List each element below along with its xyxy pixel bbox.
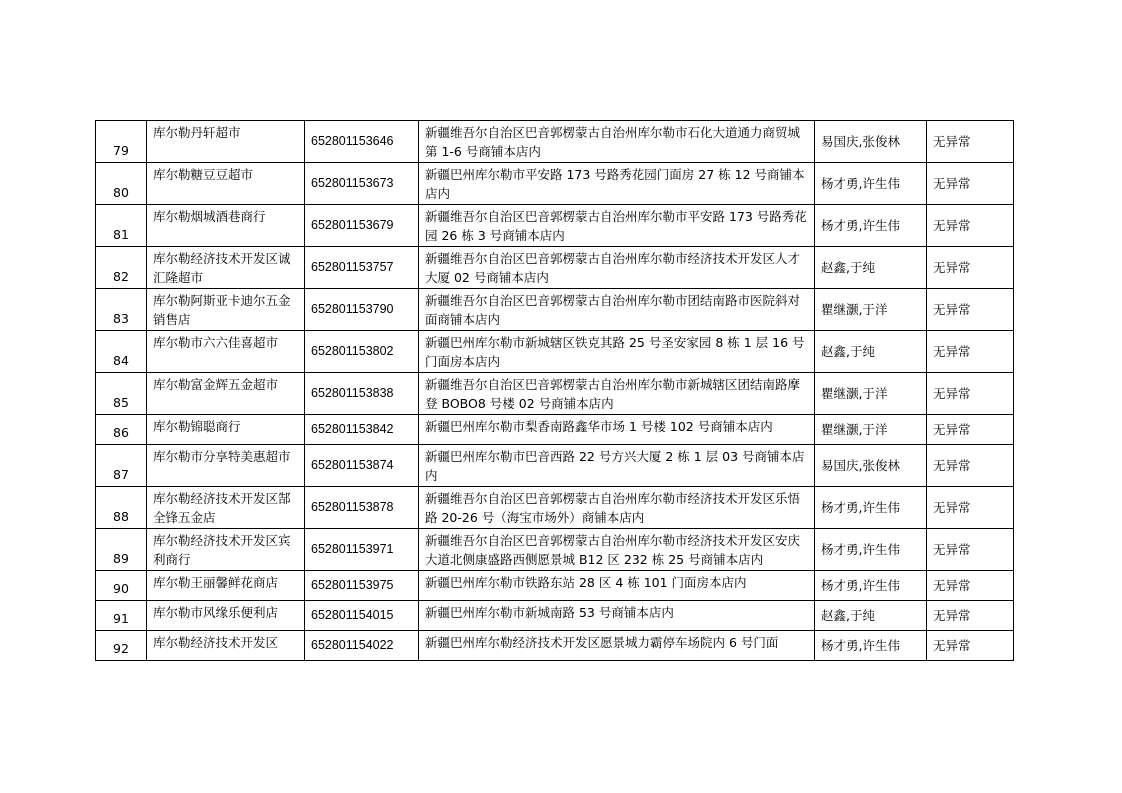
business-name: 库尔勒丹轩超市 xyxy=(147,121,305,163)
registration-code: 652801153878 xyxy=(305,487,419,529)
table-row xyxy=(96,289,1014,331)
table-row xyxy=(96,445,1014,487)
inspection-result: 无异常 xyxy=(927,601,1014,631)
business-name: 库尔勒市六六佳喜超市 xyxy=(147,331,305,373)
row-number: 80 xyxy=(96,163,147,205)
inspection-result: 无异常 xyxy=(927,529,1014,571)
business-address: 新疆维吾尔自治区巴音郭楞蒙古自治州库尔勒市石化大道通力商贸城第 1-6 号商铺本店内 xyxy=(419,121,815,163)
business-address: 新疆巴州库尔勒经济技术开发区愿景城力霸停车场院内 6 号门面 xyxy=(419,631,815,661)
registration-code: 652801153838 xyxy=(305,373,419,415)
registration-code: 652801154015 xyxy=(305,601,419,631)
business-address: 新疆巴州库尔勒市新城南路 53 号商铺本店内 xyxy=(419,601,815,631)
table-row xyxy=(96,571,1014,601)
registration-code: 652801153874 xyxy=(305,445,419,487)
inspection-result: 无异常 xyxy=(927,445,1014,487)
inspectors: 赵鑫,于纯 xyxy=(815,331,927,373)
inspection-result: 无异常 xyxy=(927,631,1014,661)
registration-code: 652801153646 xyxy=(305,121,419,163)
inspection-result: 无异常 xyxy=(927,331,1014,373)
business-address: 新疆巴州库尔勒市梨香南路鑫华市场 1 号楼 102 号商铺本店内 xyxy=(419,415,815,445)
registration-code: 652801154022 xyxy=(305,631,419,661)
inspectors: 杨才勇,许生伟 xyxy=(815,205,927,247)
row-number: 82 xyxy=(96,247,147,289)
business-name: 库尔勒市分享特美惠超市 xyxy=(147,445,305,487)
business-name: 库尔勒烟城酒巷商行 xyxy=(147,205,305,247)
inspectors: 赵鑫,于纯 xyxy=(815,247,927,289)
business-address: 新疆维吾尔自治区巴音郭楞蒙古自治州库尔勒市平安路 173 号路秀花园 26 栋 3 号商铺本店内 xyxy=(419,205,815,247)
registration-code: 652801153757 xyxy=(305,247,419,289)
business-address: 新疆巴州库尔勒市平安路 173 号路秀花园门面房 27 栋 12 号商铺本店内 xyxy=(419,163,815,205)
table-row xyxy=(96,631,1014,661)
registration-code: 652801153971 xyxy=(305,529,419,571)
row-number: 88 xyxy=(96,487,147,529)
inspection-result: 无异常 xyxy=(927,247,1014,289)
inspectors: 赵鑫,于纯 xyxy=(815,601,927,631)
row-number: 89 xyxy=(96,529,147,571)
inspectors: 易国庆,张俊林 xyxy=(815,121,927,163)
inspection-result: 无异常 xyxy=(927,163,1014,205)
registration-code: 652801153679 xyxy=(305,205,419,247)
table-row xyxy=(96,373,1014,415)
business-name: 库尔勒经济技术开发区宾利商行 xyxy=(147,529,305,571)
table-row xyxy=(96,415,1014,445)
business-name: 库尔勒富金辉五金超市 xyxy=(147,373,305,415)
row-number: 87 xyxy=(96,445,147,487)
business-name: 库尔勒锦聪商行 xyxy=(147,415,305,445)
row-number: 81 xyxy=(96,205,147,247)
table-row xyxy=(96,331,1014,373)
inspectors: 杨才勇,许生伟 xyxy=(815,163,927,205)
row-number: 86 xyxy=(96,415,147,445)
inspection-result: 无异常 xyxy=(927,373,1014,415)
business-name: 库尔勒王丽馨鲜花商店 xyxy=(147,571,305,601)
inspection-result: 无异常 xyxy=(927,487,1014,529)
registration-code: 652801153673 xyxy=(305,163,419,205)
inspectors: 瞿继灏,于洋 xyxy=(815,415,927,445)
row-number: 85 xyxy=(96,373,147,415)
business-address: 新疆巴州库尔勒市铁路东站 28 区 4 栋 101 门面房本店内 xyxy=(419,571,815,601)
business-address: 新疆巴州库尔勒市新城辖区铁克其路 25 号圣安家园 8 栋 1 层 16 号门面房本店内 xyxy=(419,331,815,373)
business-name: 库尔勒市风缘乐便利店 xyxy=(147,601,305,631)
table-row xyxy=(96,529,1014,571)
inspection-result: 无异常 xyxy=(927,205,1014,247)
registration-code: 652801153975 xyxy=(305,571,419,601)
inspectors: 瞿继灏,于洋 xyxy=(815,373,927,415)
table-row xyxy=(96,205,1014,247)
registration-code: 652801153802 xyxy=(305,331,419,373)
table-row xyxy=(96,121,1014,163)
row-number: 92 xyxy=(96,631,147,661)
inspection-records-table xyxy=(95,120,1014,661)
inspection-result: 无异常 xyxy=(927,121,1014,163)
business-address: 新疆维吾尔自治区巴音郭楞蒙古自治州库尔勒市经济技术开发区安庆大道北侧康盛路西侧愿景城 B12 区 232 栋 25 号商铺本店内 xyxy=(419,529,815,571)
inspectors: 瞿继灏,于洋 xyxy=(815,289,927,331)
inspection-result: 无异常 xyxy=(927,415,1014,445)
business-name: 库尔勒经济技术开发区郜全锋五金店 xyxy=(147,487,305,529)
row-number: 84 xyxy=(96,331,147,373)
business-name: 库尔勒经济技术开发区诚汇隆超市 xyxy=(147,247,305,289)
inspectors: 杨才勇,许生伟 xyxy=(815,529,927,571)
inspection-result: 无异常 xyxy=(927,289,1014,331)
inspectors: 易国庆,张俊林 xyxy=(815,445,927,487)
inspectors: 杨才勇,许生伟 xyxy=(815,571,927,601)
row-number: 91 xyxy=(96,601,147,631)
business-address: 新疆维吾尔自治区巴音郭楞蒙古自治州库尔勒市经济技术开发区乐悟路 20-26 号（海宝市场外）商铺本店内 xyxy=(419,487,815,529)
business-address: 新疆维吾尔自治区巴音郭楞蒙古自治州库尔勒市经济技术开发区人才大厦 02 号商铺本店内 xyxy=(419,247,815,289)
registration-code: 652801153842 xyxy=(305,415,419,445)
table-row xyxy=(96,601,1014,631)
table-row xyxy=(96,247,1014,289)
business-address: 新疆维吾尔自治区巴音郭楞蒙古自治州库尔勒市新城辖区团结南路摩登 BOBO8 号楼 02 号商铺本店内 xyxy=(419,373,815,415)
registration-code: 652801153790 xyxy=(305,289,419,331)
table-row xyxy=(96,163,1014,205)
inspectors: 杨才勇,许生伟 xyxy=(815,487,927,529)
business-address: 新疆巴州库尔勒市巴音西路 22 号方兴大厦 2 栋 1 层 03 号商铺本店内 xyxy=(419,445,815,487)
inspection-result: 无异常 xyxy=(927,571,1014,601)
business-name: 库尔勒经济技术开发区 xyxy=(147,631,305,661)
table-row xyxy=(96,487,1014,529)
business-name: 库尔勒糖豆豆超市 xyxy=(147,163,305,205)
row-number: 90 xyxy=(96,571,147,601)
row-number: 83 xyxy=(96,289,147,331)
business-address: 新疆维吾尔自治区巴音郭楞蒙古自治州库尔勒市团结南路市医院斜对面商铺本店内 xyxy=(419,289,815,331)
row-number: 79 xyxy=(96,121,147,163)
inspectors: 杨才勇,许生伟 xyxy=(815,631,927,661)
business-name: 库尔勒阿斯亚卡迪尔五金销售店 xyxy=(147,289,305,331)
